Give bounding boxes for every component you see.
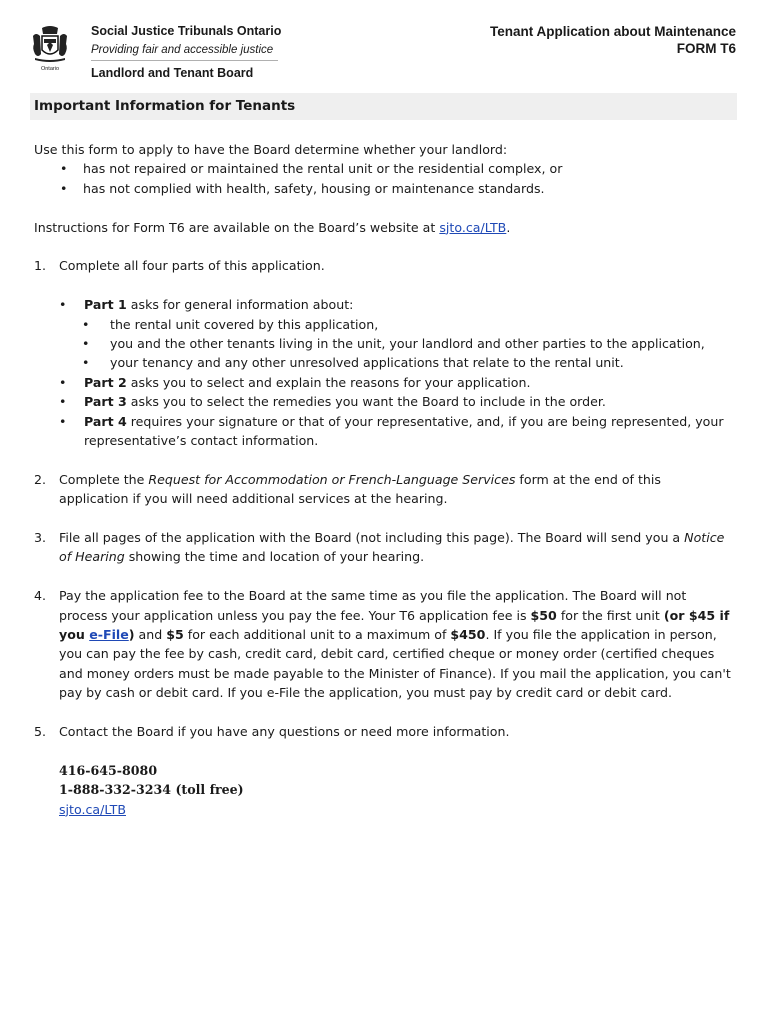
step-2: 2. Complete the Request for Accommodation or French-Language Services form at the end of this application if you will need additional services at the hearing.	[34, 471, 661, 507]
organization-tagline: Providing fair and accessible justice	[91, 43, 278, 61]
sub-list-item: • you and the other tenants living in the unit, your landlord and other parties to the application,	[34, 334, 734, 353]
step-number: 3.	[34, 530, 47, 546]
step-4: 4. Pay the application fee to the Board at the same time as you file the application. The Board will not process your application unless you pay the fee. Your T6 application fee is $50 for the first unit (or $45 if you e-File) and $5 for each additional unit to a maximum of $450. If you file the application in person, you can pay the fee by cash, credit card, debit card, certified cheque or money order (certified cheques and money orders must be made payable to the Minister of Finance). If you mail the application, you can't pay by cash or debit card. If you e-File the application, you must pay by credit card or debit card.	[34, 588, 731, 701]
step-number: 2.	[34, 471, 47, 487]
form-number: FORM T6	[676, 41, 736, 56]
bullet-icon: •	[82, 336, 90, 352]
step-number: 4.	[34, 588, 47, 604]
bullet-icon: •	[59, 297, 67, 313]
part-3-item: • Part 3 asks you to select the remedies you want the Board to include in the order.	[34, 392, 734, 411]
organization-name: Social Justice Tribunals Ontario	[91, 24, 282, 38]
instructions-line: Instructions for Form T6 are available on the Board’s website at sjto.ca/LTB.	[34, 219, 511, 235]
logo-caption: Ontario	[40, 66, 60, 72]
bullet-icon: •	[82, 316, 90, 332]
sub-list-item: • the rental unit covered by this application,	[34, 315, 734, 334]
step-number: 1.	[34, 258, 47, 274]
website-link[interactable]: sjto.ca/LTB	[59, 801, 126, 817]
bullet-icon: •	[60, 180, 68, 196]
part-2-item: • Part 2 asks you to select and explain the reasons for your application.	[34, 373, 734, 392]
organization-block	[91, 24, 281, 81]
list-item: • has not repaired or maintained the rental unit or the residential complex, or	[34, 159, 734, 178]
bullet-icon: •	[59, 413, 67, 429]
part-4-item: • Part 4 requires your signature or that of your representative, and, if you are being represented, your representative’s contact information.	[59, 413, 724, 449]
form-title-block	[490, 23, 736, 57]
bullet-icon: •	[59, 374, 67, 390]
website-link[interactable]: sjto.ca/LTB	[439, 219, 507, 235]
list-item: • has not complied with health, safety, housing or maintenance standards.	[34, 179, 734, 198]
toll-free-number: 1-888-332-3234 (toll free)	[59, 782, 244, 798]
bullet-icon: •	[59, 394, 67, 410]
intro-text: Use this form to apply to have the Board determine whether your landlord:	[34, 142, 508, 157]
page-header	[0, 0, 768, 92]
ontario-coat-of-arms-logo	[30, 22, 70, 72]
part-1-item: • Part 1 asks for general information about:	[34, 295, 734, 314]
step-5: 5. Contact the Board if you have any questions or need more information.	[34, 722, 734, 741]
sub-list-item: • your tenancy and any other unresolved applications that relate to the rental unit.	[34, 353, 734, 372]
step-1: 1. Complete all four parts of this application.	[34, 256, 734, 275]
section-heading: Important Information for Tenants	[30, 93, 737, 120]
instructions-body	[34, 140, 734, 819]
step-number: 5.	[34, 724, 47, 740]
bullet-icon: •	[82, 355, 90, 371]
e-file-link[interactable]: e-File	[89, 627, 129, 643]
form-title: Tenant Application about Maintenance	[489, 24, 736, 39]
phone-number: 416-645-8080	[59, 762, 158, 778]
step-3: 3. File all pages of the application with the Board (not including this page). The Board will send you a Notice of Hearing showing the time and location of your hearing.	[34, 530, 725, 565]
board-name: Landlord and Tenant Board	[91, 66, 254, 80]
bullet-icon: •	[60, 161, 68, 177]
